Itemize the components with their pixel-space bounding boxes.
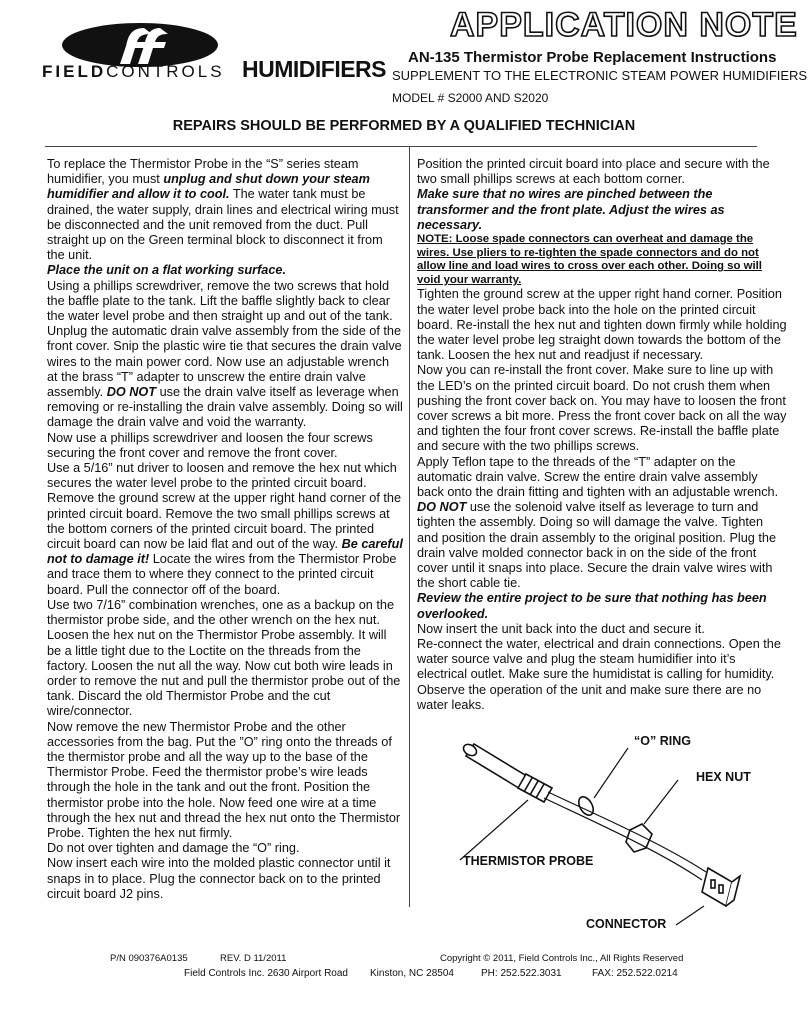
- document-title: AN-135 Thermistor Probe Replacement Instructions: [408, 49, 777, 66]
- header-rule: [45, 146, 757, 147]
- left-column: [47, 157, 403, 902]
- paragraph: Make sure that no wires are pinched between the transformer and the front plate. Adjust the wires as necessary.: [417, 187, 725, 232]
- emphasis: DO NOT: [417, 500, 467, 515]
- paragraph: Re-connect the water, electrical and drain connections. Open the water source valve and plug the steam humidifier into it’s electrical outlet. Make sure the humidistat is calling for humidity. Observe the operation of the unit and make sure there are no water leaks.: [417, 637, 781, 712]
- paragraph: Place the unit on a flat working surface.: [47, 263, 286, 278]
- application-note-heading: APPLICATION NOTE: [450, 6, 798, 44]
- text: To replace the Thermistor Probe in the “S” series steam humidifier, you must: [47, 157, 359, 187]
- thermistor-probe-diagram: [440, 730, 790, 935]
- right-column: [417, 157, 787, 713]
- paragraph: [47, 157, 403, 263]
- paragraph: Review the entire project to be sure that nothing has been overlooked.: [417, 591, 767, 621]
- paragraph: Using a phillips screwdriver, remove the two screws that hold the baffle plate to the tank. Lift the baffle slightly back to clear the water level probe and then straight up and out of the tank.: [47, 278, 393, 324]
- text: use the solenoid valve itself as leverage to turn and tighten the assembly. Doing so will damage the valve. Tighten and position the drain assembly to the original position. Plug the drain valve molded connector back in on the side of the front cover until it snaps into place. Secure the drain valve wires with the short cable tie.: [417, 500, 776, 591]
- paragraph: Now remove the new Thermistor Probe and the other accessories from the bag. Put the ”O” ring onto the threads of the thermistor probe and all the way up to the base of the Thermistor Probe. Feed the thermistor probe’s wire leads through the hole in the tank and out the front. Position the thermistor probe into the hole. Now feed one wire at a time through the hex nut and thread the hex nut onto the Thermistor Probe. Tighten the hex nut firmly.: [47, 719, 401, 840]
- part-number: P/N 090376A0135: [110, 953, 188, 964]
- paragraph: Do not over tighten and damage the “O” ring.: [47, 841, 300, 856]
- copyright: Copyright © 2011, Field Controls Inc., All Rights Reserved: [440, 953, 684, 964]
- brand-name-light: CONTROLS: [106, 62, 225, 81]
- warning-banner: REPAIRS SHOULD BE PERFORMED BY A QUALIFIED TECHNICIAN: [172, 118, 636, 134]
- emphasis: unplug and shut down your steam humidifier and allow it to cool.: [47, 172, 370, 202]
- text: use the drain valve itself as leverage when removing or re-installing the drain valve assembly. Doing so will damage the drain valve and void the warranty.: [47, 385, 403, 430]
- paragraph: [417, 455, 787, 592]
- company-city: Kinston, NC 28504: [370, 968, 454, 979]
- warranty-note: NOTE: Loose spade connectors can overheat and damage the wires. Use pliers to re-tighten the spade connectors and do not allow line and load wires to cross over each other. Doing so will void your warranty.: [417, 233, 762, 286]
- emphasis: Be careful not to damage it!: [47, 537, 403, 567]
- brand-name-bold: FIELD: [42, 62, 107, 81]
- text: Unplug the automatic drain valve assembly from the side of the front cover. Snip the plastic wire tie that secures the drain valve wires to the main power cord. Now use an adjustable wrench at the brass “T” adapter to unscrew the entire drain valve assembly.: [47, 324, 402, 400]
- paragraph: [47, 461, 403, 598]
- paragraph: Now insert each wire into the molded plastic connector until it snaps in to place. Plug the connector back on to the printed circuit board J2 pins.: [47, 856, 391, 901]
- emphasis: DO NOT: [106, 385, 157, 400]
- paragraph: Now insert the unit back into the duct and secure it.: [417, 621, 705, 636]
- thermistor-probe-label: THERMISTOR PROBE: [463, 854, 594, 868]
- paragraph: [47, 324, 403, 430]
- paragraph: Now you can re-install the front cover. Make sure to line up with the LED’s on the printed circuit board. Do not crush them when pushing the front cover back on. You may have to loosen the front cover screws a bit more. Press the front cover back on all the way and tighten the four front cover screws. Re-install the baffle plate and secure with the two phillips screws.: [417, 363, 787, 454]
- o-ring-label: “O” RING: [634, 734, 691, 748]
- text: Locate the wires from the Thermistor Probe and trace them to where they connect to the printed circuit board. Pull the connector off of the board.: [47, 552, 397, 597]
- paragraph: Use two 7/16” combination wrenches, one as a backup on the thermistor probe side, and the other wrench on the hex nut. Loosen the hex nut on the Thermistor Probe assembly. It will be a little tight due to the Loctite on the threads from the factory. Loosen the nut all the way. Now cut both wire leads in order to remove the nut and pull the thermistor probe out of the tank. Discard the old Thermistor Probe and the cut wire/connector.: [47, 597, 401, 719]
- text: Apply Teflon tape to the threads of the “T” adapter on the automatic drain valve. Screw the entire drain valve assembly back onto the drain fitting and tighten with an adjustable wrench.: [417, 454, 779, 500]
- product-line: HUMIDIFIERS: [242, 56, 386, 82]
- probe-illustration: [440, 730, 790, 935]
- document-subtitle: SUPPLEMENT TO THE ELECTRONIC STEAM POWER HUMIDIFIERS: [392, 68, 808, 83]
- company-fax: FAX: 252.522.0214: [592, 968, 678, 979]
- paragraph: Tighten the ground screw at the upper right hand corner. Position the water level probe back into the hole on the printed circuit board. Re-install the hex nut and tighten down firmly while holding the water level probe leg straight down towards the bottom of the tank. Loosen the hex nut and readjust if necessary.: [417, 287, 787, 363]
- paragraph: Now use a phillips screwdriver and loosen the four screws securing the front cover and remove the front cover.: [47, 430, 373, 460]
- column-divider: [409, 147, 410, 907]
- paragraph: Position the printed circuit board into place and secure with the two small phillips screws at each bottom corner.: [417, 157, 770, 187]
- brand-name: [42, 62, 225, 82]
- hex-nut-label: HEX NUT: [696, 770, 751, 784]
- text: The water tank must be drained, the water supply, drain lines and electrical wiring must be disconnected and the unit removed from the duct. Pull straight up on the Green terminal block to disconnect it from the unit.: [47, 187, 399, 263]
- text: Use a 5/16” nut driver to loosen and remove the hex nut which secures the water level probe to the printed circuit board. Remove the ground screw at the upper right hand corner of the printed circuit board. Remove the two small phillips screws at the bottom corners of the printed circuit board. The printed circuit board can now be laid flat and out of the way.: [47, 461, 402, 552]
- model-numbers: MODEL # S2000 AND S2020: [392, 91, 549, 105]
- revision: REV. D 11/2011: [220, 953, 287, 964]
- company-address: Field Controls Inc. 2630 Airport Road: [184, 968, 348, 979]
- connector-label: CONNECTOR: [586, 917, 667, 931]
- company-phone: PH: 252.522.3031: [481, 968, 562, 979]
